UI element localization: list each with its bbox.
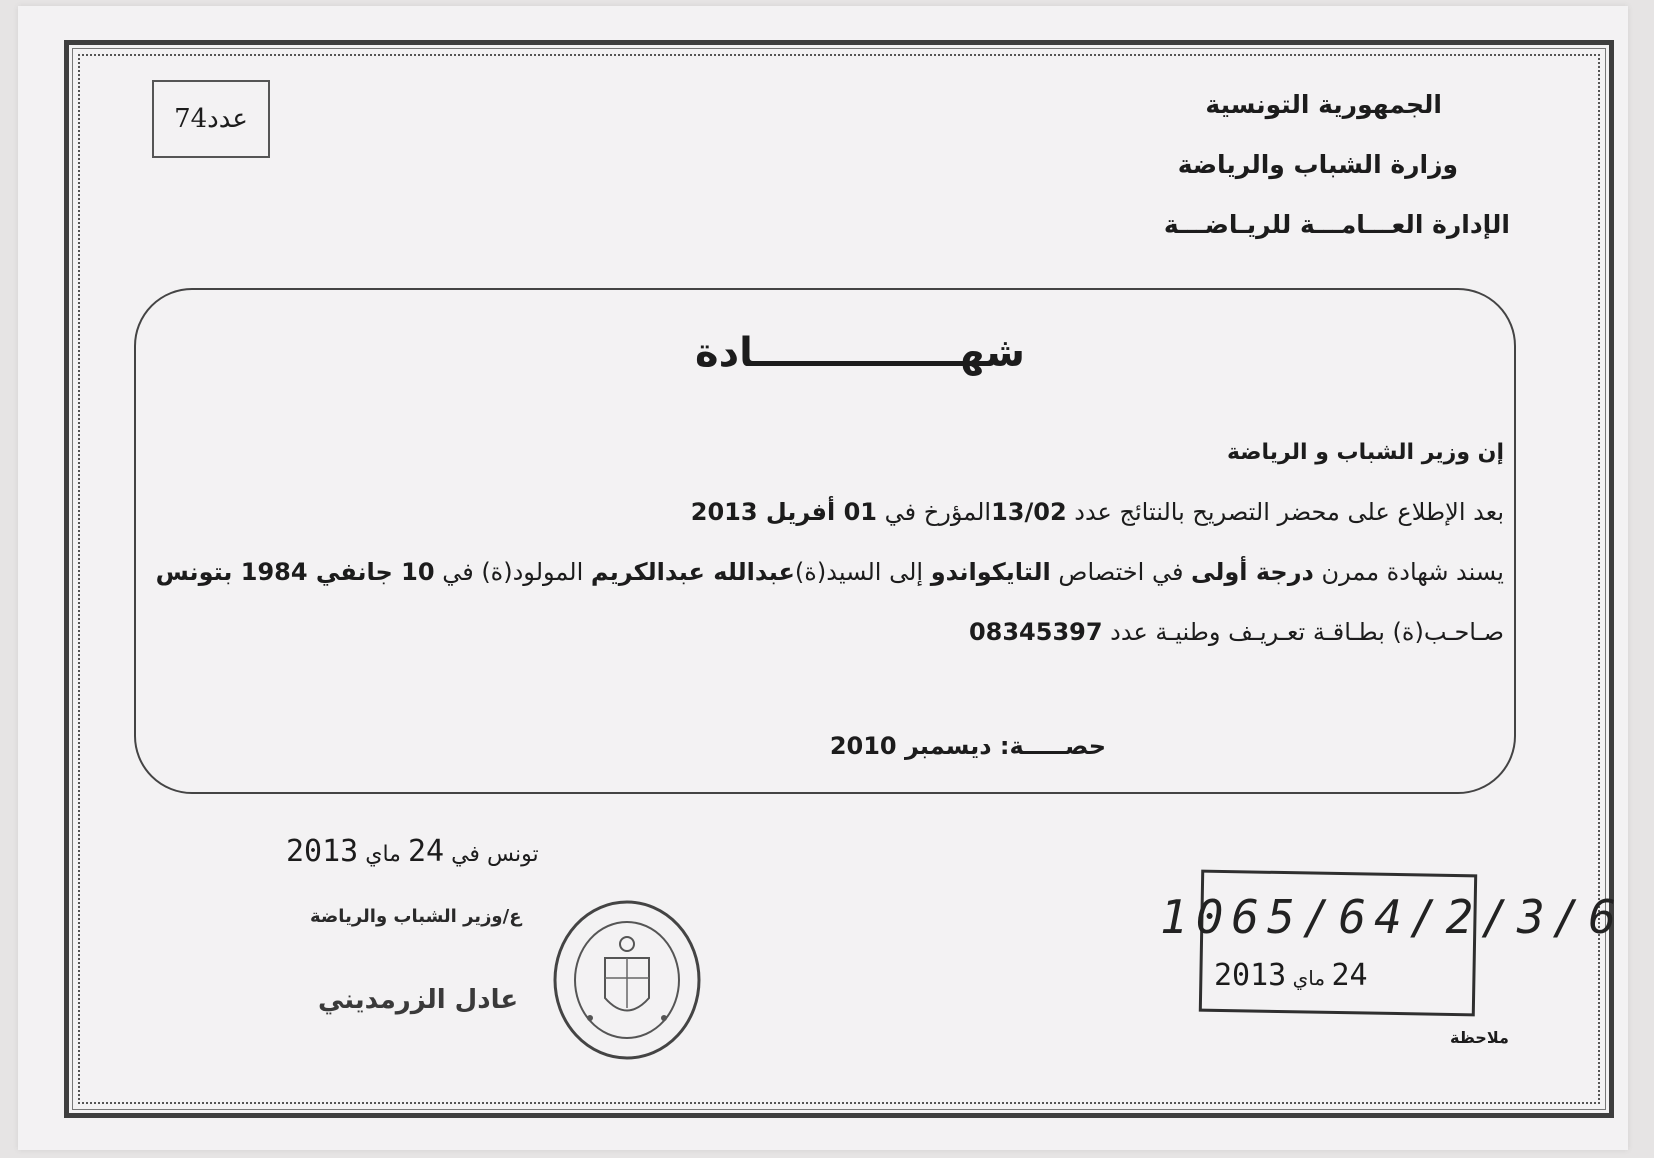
stamp-day: 24 xyxy=(1331,958,1368,993)
degree: درجة أولى xyxy=(1191,558,1314,586)
session-label: حصـــــة: xyxy=(991,732,1106,760)
award-text-c: إلى السيد(ة) xyxy=(794,558,931,586)
award-text-b: في اختصاص xyxy=(1050,558,1192,586)
stamp-handwritten-number: 1065/64/2/3/6 xyxy=(1160,890,1625,944)
header-republic: الجمهورية التونسية xyxy=(1205,90,1442,119)
header-ministry: وزارة الشباب والرياضة xyxy=(1177,150,1458,179)
specialty: التايكواندو xyxy=(930,558,1051,586)
certificate-title: شهـــــــــــــــادة xyxy=(695,330,1025,376)
birth-info: 10 جانفي 1984 بتونس xyxy=(155,558,435,586)
issue-day: 24 xyxy=(407,834,445,869)
issue-place-label: تونس في xyxy=(451,842,539,867)
reference-number-label: عدد xyxy=(207,104,248,134)
ministry-seal xyxy=(550,898,704,1062)
issue-year: 2013 xyxy=(286,834,359,869)
signatory-role: ع/وزير الشباب والرياضة xyxy=(310,906,522,927)
stamp-year: 2013 xyxy=(1214,958,1287,993)
record-prefix: بعد الإطلاع على محضر التصريح بالنتائج عدد xyxy=(1066,498,1504,526)
award-text-d: المولود(ة) في xyxy=(434,558,591,586)
stamp-note-label: ملاحظة xyxy=(1450,1028,1509,1047)
issue-place-date xyxy=(286,834,539,869)
record-number: 13/02 xyxy=(991,498,1067,526)
certificate-line-award xyxy=(156,558,1504,586)
record-mid: المؤرخ في xyxy=(877,498,992,526)
issue-month: ماي xyxy=(365,842,401,867)
stamp-date xyxy=(1214,958,1368,993)
session-line xyxy=(830,732,1106,760)
session-value: ديسمبر 2010 xyxy=(829,732,992,760)
record-date: 01 أفريل 2013 xyxy=(690,498,877,526)
reference-number-box xyxy=(152,80,270,158)
certificate-intro: إن وزير الشباب و الرياضة xyxy=(1226,440,1504,465)
id-number: 08345397 xyxy=(968,618,1103,646)
stamp-month: ماي xyxy=(1292,966,1326,990)
id-prefix: صـاحـب(ة) بطـاقـة تعـريـف وطنيـة عدد xyxy=(1102,618,1504,646)
signatory-name: عادل الزرمديني xyxy=(318,985,519,1015)
holder-name: عبدالله عبدالكريم xyxy=(590,558,795,586)
certificate-line-id xyxy=(969,618,1504,646)
award-text-a: يسند شهادة ممرن xyxy=(1313,558,1504,586)
certificate-line-record xyxy=(691,498,1504,526)
reference-number-value: 74 xyxy=(174,104,208,134)
header-directorate: الإدارة العـــامـــة للريـاضـــة xyxy=(1163,210,1510,239)
